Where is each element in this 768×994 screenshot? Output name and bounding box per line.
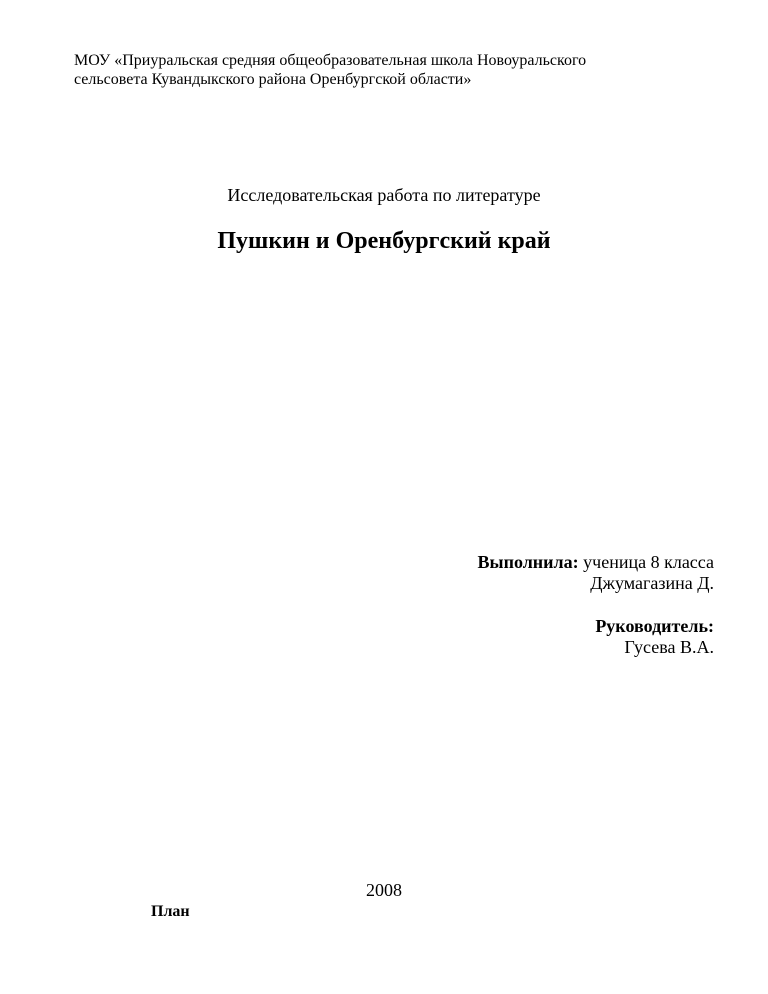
school-name	[74, 51, 714, 89]
supervisor-name: Гусева В.А.	[624, 637, 714, 657]
plan-heading: План	[151, 903, 190, 920]
author-role: ученица 8 класса	[583, 552, 714, 572]
author-name: Джумагазина Д.	[590, 573, 714, 593]
author-label: Выполнила:	[477, 552, 579, 572]
credits-block	[478, 552, 714, 658]
page-title: Пушкин и Оренбургский край	[217, 228, 551, 254]
supervisor-label: Руководитель:	[595, 616, 714, 636]
author-line	[478, 552, 714, 573]
school-name-line-2: сельсовета Кувандыкского района Оренбургской области»	[74, 71, 472, 88]
year: 2008	[366, 880, 402, 900]
school-name-line-1: МОУ «Приуральская средняя общеобразовательная школа Новоуральского	[74, 52, 587, 69]
supervisor-line	[478, 616, 714, 637]
work-type: Исследовательская работа по литературе	[227, 185, 541, 205]
